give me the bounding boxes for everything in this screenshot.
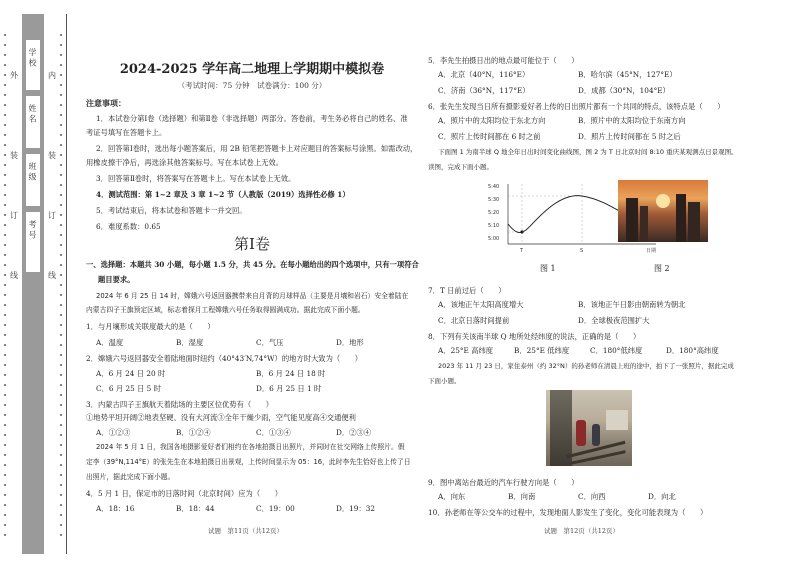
notice-1b: 考证号填写在答题卡上。 [86, 128, 167, 137]
outer-label-4: 线 [10, 271, 18, 280]
x-axis-label: 日期 [646, 248, 657, 254]
q5-option-c[interactable]: C．济南（36°N，117°E） [438, 86, 530, 95]
part1-heading-b: 题目要求。 [98, 275, 135, 284]
passage1-line1: 2024 年 6 月 25 日 14 时，嫦娥六号返回器携带来自月背的月球样品（主要是月壤和岩石）安全着陆在 [96, 292, 409, 300]
inner-label-3: 订 [48, 211, 56, 220]
question-5-options-row2 [438, 86, 738, 96]
q5-option-d[interactable]: D．成都（30°N，104°E） [578, 86, 670, 95]
figure-2-caption: 图 2 [654, 264, 670, 273]
q4-option-d[interactable]: D．19：32 [336, 504, 376, 513]
pedestrian [592, 424, 600, 446]
passage3-line2: 读图，完成下面小题。 [428, 163, 493, 171]
q2-option-c[interactable]: C．6 月 25 日 5 时 [96, 384, 161, 393]
inner-label-4: 线 [48, 271, 56, 280]
x-tick-s: S [580, 248, 584, 254]
notice-2b: 用橡皮擦干净后，再选涂其他答案标号。写在本试卷上无效。 [86, 158, 284, 167]
notice-2: 2．回答第Ⅰ卷时，选出每小题答案后，用 2B 铅笔把答题卡上对应题目的答案标号涂黑。如需改动， [96, 144, 418, 153]
q5-option-a[interactable]: A．北京（40°N，116°E） [438, 70, 530, 79]
q9-option-b[interactable]: B．向南 [508, 492, 536, 501]
q3-option-d[interactable]: D．②③④ [336, 428, 372, 437]
question-8: 8．下列有关该南半球 Q 地所处经纬度的说法，正确的是（ ） [428, 332, 641, 341]
building-silhouette [640, 206, 648, 242]
q2-option-a[interactable]: A．6 月 24 日 20 时 [96, 369, 166, 378]
passage4-line1: 2023 年 11 月 23 日，家住泰州（约 32°N）的孙老师在清晨上班的途中，拍下了一张照片，据此完成 [438, 362, 734, 370]
building-silhouette [676, 194, 686, 242]
q8-option-a[interactable]: A．25°E 高纬度 [438, 346, 494, 355]
q8-option-c[interactable]: C．180°低纬度 [590, 346, 643, 355]
notice-1: 1．本试卷分第Ⅰ卷（选择题）和第Ⅱ卷（非选择题）两部分。答卷前，考生务必将自己的姓名、准 [96, 114, 408, 123]
question-2-options-row2 [96, 384, 416, 394]
question-5: 5．李先生拍摄日出的地点最可能位于（ ） [428, 56, 579, 65]
figure-1-caption: 图 1 [540, 264, 556, 273]
building-silhouette [688, 202, 700, 242]
q2-option-d[interactable]: D．6 月 25 日 1 时 [256, 384, 322, 393]
q6-option-b[interactable]: B．照片中的太阳均位于东南方向 [578, 116, 686, 125]
outer-label-3: 订 [10, 211, 18, 220]
outer-dotted-line [2, 30, 8, 540]
inner-label-2: 装 [48, 151, 56, 160]
question-7: 7．T 日前过后（ ） [428, 286, 506, 295]
question-7-options-row2 [438, 316, 738, 326]
binding-margin [0, 0, 80, 566]
page-footer-left: 试题 第11页（共12页） [208, 527, 284, 535]
question-3-options [96, 428, 416, 438]
page-footer-right: 试题 第12页（共12页） [544, 527, 620, 535]
question-1-options [96, 338, 416, 348]
question-9: 9．图中离站台最近的汽车行驶方向是（ ） [428, 478, 579, 487]
q7-option-d[interactable]: D．全球极夜范围扩大 [578, 316, 650, 325]
q3-option-a[interactable]: A．①②③ [96, 428, 131, 437]
q7-option-a[interactable]: A．该地正午太阳高度增大 [438, 300, 524, 309]
y-tick-label: 5:20 [488, 210, 500, 216]
passage2-line2: 定李（39°N,114°E）的张先生在本地拍摄日出景观，上传时间显示为 05：16，此时李先生恰好也上传了日 [86, 458, 411, 466]
question-8-options [438, 346, 742, 356]
q3-option-c[interactable]: C．①③④ [256, 428, 291, 437]
building-silhouette [626, 198, 638, 242]
question-1: 1．与月壤形成关联度最大的是（ ） [86, 322, 215, 331]
inner-dotted-line [58, 30, 64, 540]
passage1-line2: 内蒙古四子王旗预定区域，标志着探月工程嫦娥六号任务取得圆满成功。据此完成下面小题。 [86, 306, 365, 314]
question-6-options-row1 [438, 116, 738, 126]
q4-option-b[interactable]: B．18：44 [176, 504, 215, 513]
q3-option-b[interactable]: B．①②④ [176, 428, 211, 437]
q1-option-d[interactable]: D．地形 [336, 338, 364, 347]
class-label: 班 级 [28, 162, 37, 181]
outer-label-2: 装 [10, 151, 18, 160]
q7-option-b[interactable]: B．该地正午日影由朝南转为朝北 [578, 300, 686, 309]
q9-option-d[interactable]: D．向北 [648, 492, 676, 501]
school-label: 学 校 [28, 48, 37, 67]
question-2: 2．嫦娥六号返回器安全着陆地面时纽约（40°43′N,74°W）的地方时大致为（ ） [86, 354, 363, 363]
notice-3: 3．回答第Ⅱ卷时，将答案写在答题卡上。写在本试卷上无效。 [96, 174, 296, 183]
section-title: 第Ⅰ卷 [234, 235, 270, 253]
page-left [82, 0, 422, 566]
q7-option-c[interactable]: C．北京日落时间提前 [438, 316, 510, 325]
q5-option-b[interactable]: B．哈尔滨（45°N，127°E） [578, 70, 677, 79]
question-3: 3．内蒙古四子王旗航天着陆场的主要区位优势有（ ） [86, 400, 274, 409]
name-label: 姓 名 [28, 104, 37, 123]
q8-option-d[interactable]: D．180°高纬度 [666, 346, 719, 355]
q1-option-b[interactable]: B．湿度 [176, 338, 204, 347]
y-tick-label: 5:00 [488, 236, 500, 242]
q1-option-c[interactable]: C．气压 [256, 338, 284, 347]
q4-option-c[interactable]: C．19：00 [256, 504, 295, 513]
notice-5: 5．考试结束后，将本试卷和答题卡一并交回。 [96, 206, 247, 215]
part1-heading: 一、选择题：本题共 30 小题，每小题 1.5 分，共 45 分。在每小题给出的四个选项中，只有一项符合 [86, 260, 419, 269]
q8-option-b[interactable]: B．25°E 低纬度 [514, 346, 570, 355]
bus-shelter [606, 410, 628, 430]
page-right [428, 0, 790, 566]
question-5-options-row1 [438, 70, 738, 80]
y-tick-label: 5:10 [488, 223, 500, 229]
q6-option-c[interactable]: C．照片上传时间都在 6 时之前 [438, 132, 541, 141]
question-6-options-row2 [438, 132, 738, 142]
question-9-options [438, 492, 718, 502]
y-tick-label: 5:40 [488, 184, 500, 190]
passage3-line1: 下面图 1 为南半球 Q 地全年日出时间变化曲线图，图 2 为 T 日北京时间 8:10 重庆某观测点日景观图。 [438, 148, 738, 156]
bus-stop-photo [546, 390, 632, 466]
passage2-line3: 出照片，据此完成下面小题。 [86, 473, 175, 481]
exam-title: 2024-2025 学年高二地理上学期期中模拟卷 [119, 62, 385, 77]
question-2-options-row1 [96, 369, 416, 379]
point-t [520, 230, 523, 233]
notice-heading: 注意事项： [86, 98, 126, 108]
question-6: 6．张先生发现当日所有摄影爱好者上传的日出照片都有一个共同的特点，该特点是（ ） [428, 102, 725, 111]
x-tick-t: T [520, 248, 524, 254]
inner-label-1: 内 [48, 71, 56, 80]
question-4: 4．5 月 1 日，保定市的日落时间（北京时间）应为（ ） [86, 489, 283, 498]
q9-option-c[interactable]: C．向西 [578, 492, 606, 501]
notice-4: 4．测试范围：第 1~2 章及 3 章 1~2 节（人教版（2019）选择性必修 1） [96, 190, 350, 199]
y-tick-label: 5:30 [488, 197, 500, 203]
question-4-options [96, 504, 416, 514]
q1-option-a[interactable]: A．温度 [96, 338, 124, 347]
sun-icon [656, 194, 670, 208]
question-7-options-row1 [438, 300, 738, 310]
binding-line [66, 14, 67, 554]
binding-strip [22, 14, 44, 554]
passage4-line2: 下面小题。 [428, 377, 461, 385]
question-10: 10．孙老师在等公交车的过程中，发现地面人影发生了变化，变化可能表现为（ ） [428, 508, 708, 517]
q2-option-b[interactable]: B．6 月 24 日 18 时 [256, 369, 326, 378]
notice-6: 6．难度系数：0.65 [96, 222, 161, 231]
exam-no-label: 考 号 [28, 220, 37, 239]
q4-option-a[interactable]: A．18：16 [96, 504, 135, 513]
pedestrian [576, 420, 586, 446]
outer-label-1: 外 [10, 71, 18, 80]
q6-option-a[interactable]: A．照片中的太阳均位于东北方向 [438, 116, 546, 125]
sunrise-city-photo [618, 180, 708, 242]
question-3-stem: ①地势平坦开阔②地表坚硬、没有大河流③全年干燥少雨，空气能见度高④交通便利 [86, 413, 356, 422]
passage2-line1: 2024 年 5 月 1 日，我国各地摄影爱好者们相约在各地拍摄日出照片，并同时在社交网络上传照片。假 [96, 443, 405, 451]
q9-option-a[interactable]: A．向东 [438, 492, 466, 501]
exam-subtitle: （考试时间：75 分钟 试卷满分：100 分） [177, 81, 327, 90]
q6-option-d[interactable]: D．照片上传时间都在 5 时之后 [578, 132, 681, 141]
